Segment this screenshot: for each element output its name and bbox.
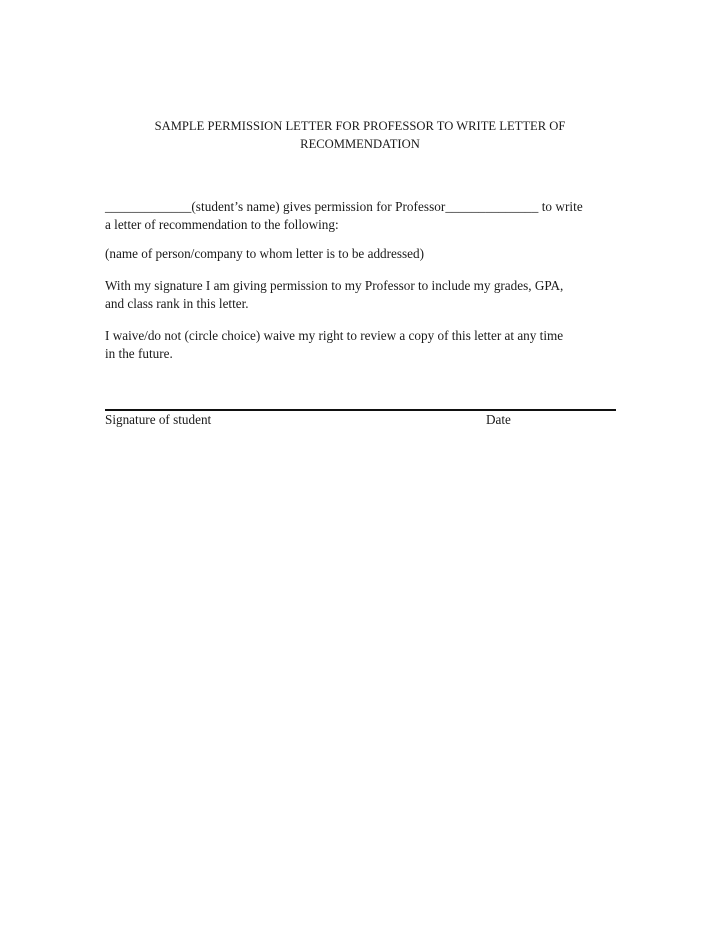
document-title-line-1: SAMPLE PERMISSION LETTER FOR PROFESSOR TO WRITE LETTER OF — [154, 119, 566, 133]
signature-line — [105, 409, 616, 411]
permission-statement-line-1: _____________(student’s name) gives permission for Professor______________ to write — [105, 199, 583, 214]
date-label: Date — [486, 412, 511, 427]
signature-of-student-label: Signature of student — [105, 412, 212, 427]
waiver-statement-line-1: I waive/do not (circle choice) waive my right to review a copy of this letter at any time — [105, 328, 564, 343]
permission-statement-line-2: a letter of recommendation to the following: — [105, 217, 339, 232]
grades-consent-line-2: and class rank in this letter. — [105, 296, 249, 311]
document-title-line-2: RECOMMENDATION — [300, 137, 420, 151]
waiver-statement-line-2: in the future. — [105, 346, 173, 361]
addressee-placeholder: (name of person/company to whom letter is to be addressed) — [105, 246, 424, 261]
grades-consent-line-1: With my signature I am giving permission to my Professor to include my grades, GPA, — [105, 278, 564, 293]
